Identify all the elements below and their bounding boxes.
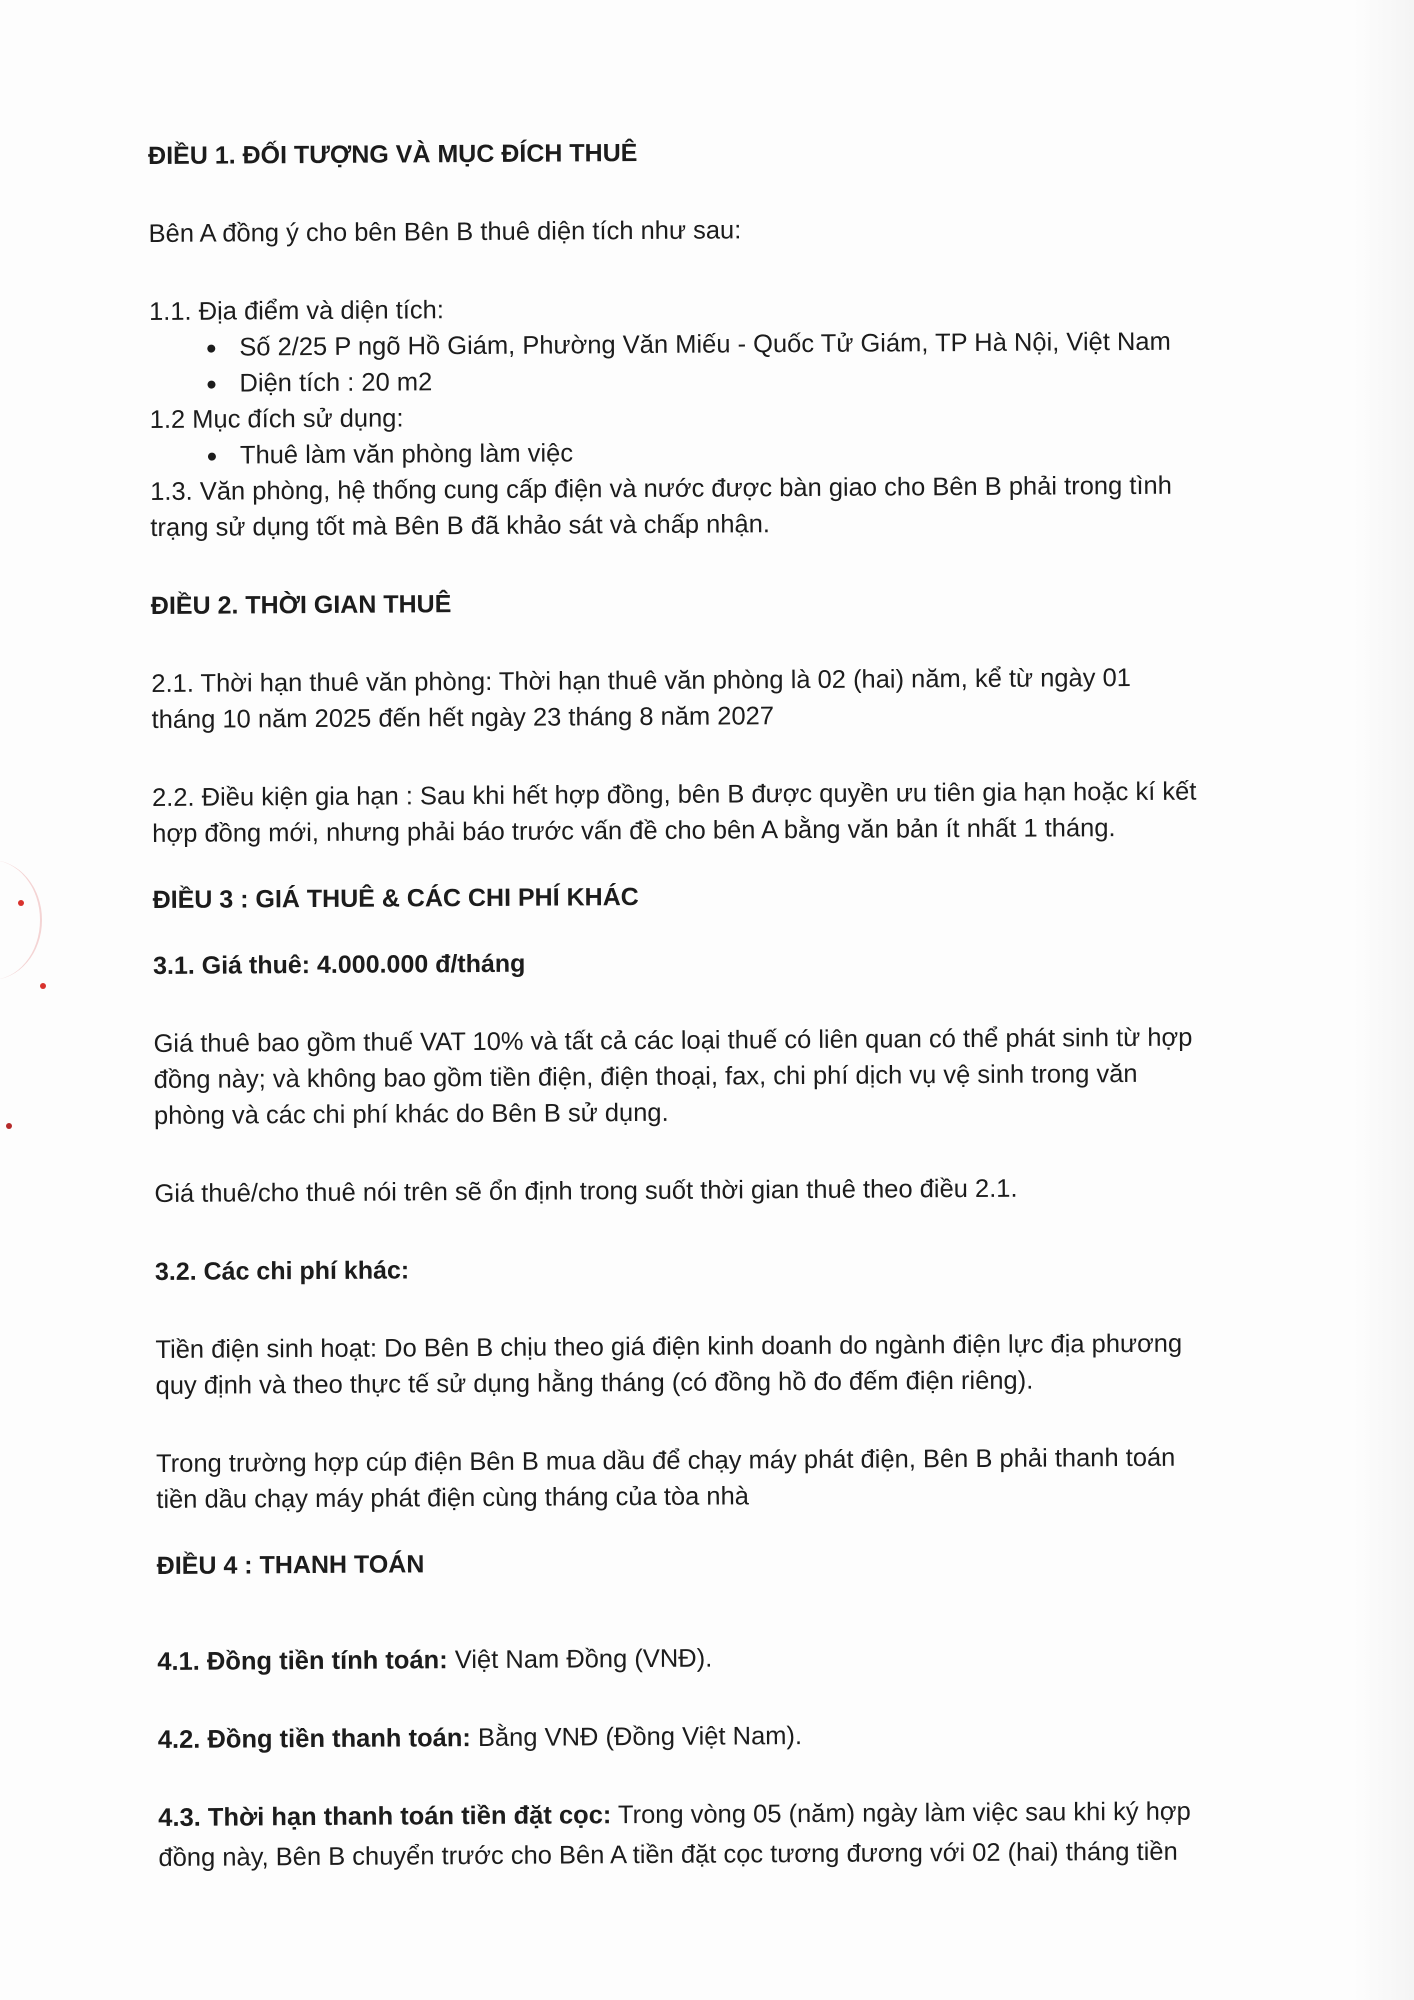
article-1-heading: ĐIỀU 1. ĐỐI TƯỢNG VÀ MỤC ĐÍCH THUÊ [148,139,638,170]
stamp-dot [40,983,46,989]
section-3-2: 3.2. Các chi phí khác: [154,1256,410,1286]
article-1-intro: Bên A đồng ý cho bên Bên B thuê diện tích như sau: [148,216,742,248]
article-3-para-1-line-2: đồng này; và không bao gồm tiền điện, điện thoại, fax, chi phí dịch vụ vệ sinh trong văn [153,1059,1138,1094]
article-3-para-3-line-1: Tiền điện sinh hoạt: Do Bên B chịu theo giá điện kinh doanh do ngành điện lực địa phương [155,1329,1183,1364]
section-4-3-line-2: đồng này, Bên B chuyển trước cho Bên A tiền đặt cọc tương đương với 02 (hai) tháng tiền [158,1837,1178,1872]
scan-shadow [1354,0,1414,2000]
bullet-icon [208,453,216,461]
article-3-para-2: Giá thuê/cho thuê nói trên sẽ ổn định trong suốt thời gian thuê theo điều 2.1. [154,1174,1018,1208]
article-3-para-4-line-1: Trong trường hợp cúp điện Bên B mua dầu để chạy máy phát điện, Bên B phải thanh toán [156,1443,1176,1478]
list-item: Thuê làm văn phòng làm việc [150,431,1270,474]
document-body [148,131,1279,1876]
section-2-1-line-2: tháng 10 năm 2025 đến hết ngày 23 tháng 8 năm 2027 [151,702,775,734]
section-3-1: 3.1. Giá thuê: 4.000.000 đ/tháng [152,949,526,980]
stamp-dot [6,1123,12,1129]
bullet-icon [207,345,215,353]
article-3-para-3-line-2: quy định và theo thực tế sử dụng hằng tháng (có đồng hồ đo đếm điện riêng). [155,1366,1034,1400]
stamp-dot [18,900,24,906]
section-2-2-line-2: hợp đồng mới, nhưng phải báo trước vấn đề cho bên A bằng văn bản ít nhất 1 tháng. [152,814,1116,848]
section-4-2: 4.2. Đồng tiền thanh toán: Bằng VNĐ (Đồng Việt Nam). [157,1722,803,1754]
article-4-heading: ĐIỀU 4 : THANH TOÁN [156,1550,425,1580]
stamp-fragment [0,860,42,980]
list-item: Diện tích : 20 m2 [149,359,1269,402]
section-1-2-list [150,431,1270,474]
article-2-heading: ĐIỀU 2. THỜI GIAN THUÊ [150,590,452,620]
section-1-3-line-2: trạng sử dụng tốt mà Bên B đã khảo sát và chấp nhận. [150,510,771,542]
section-1-1: 1.1. Địa điểm và diện tích: [148,296,444,326]
article-3-para-4-line-2: tiền dầu chạy máy phát điện cùng tháng của tòa nhà [156,1482,750,1514]
section-4-1: 4.1. Đồng tiền tính toán: Việt Nam Đồng (VNĐ). [157,1644,713,1676]
article-3-heading: ĐIỀU 3 : GIÁ THUÊ & CÁC CHI PHÍ KHÁC [152,883,639,914]
section-1-3-line-1: 1.3. Văn phòng, hệ thống cung cấp điện và nước được bàn giao cho Bên B phải trong tình [150,471,1172,506]
section-2-2-line-1: 2.2. Điều kiện gia hạn : Sau khi hết hợp đồng, bên B được quyền ưu tiên gia hạn hoặc kí kết [151,777,1197,812]
article-3-para-1-line-3: phòng và các chi phí khác do Bên B sử dụng. [153,1098,669,1130]
section-2-1-line-1: 2.1. Thời hạn thuê văn phòng: Thời hạn thuê văn phòng là 02 (hai) năm, kể từ ngày 01 [151,664,1131,698]
section-1-1-list [149,323,1269,402]
section-4-3: 4.3. Thời hạn thanh toán tiền đặt cọc: Trong vòng 05 (năm) ngày làm việc sau khi ký hợp [158,1797,1191,1832]
section-1-2: 1.2 Mục đích sử dụng: [149,404,404,434]
article-3-para-1-line-1: Giá thuê bao gồm thuế VAT 10% và tất cả các loại thuế có liên quan có thể phát sinh từ hợp [153,1023,1193,1058]
bullet-icon [207,381,215,389]
list-item: Số 2/25 P ngõ Hồ Giám, Phường Văn Miếu - Quốc Tử Giám, TP Hà Nội, Việt Nam [149,323,1269,366]
